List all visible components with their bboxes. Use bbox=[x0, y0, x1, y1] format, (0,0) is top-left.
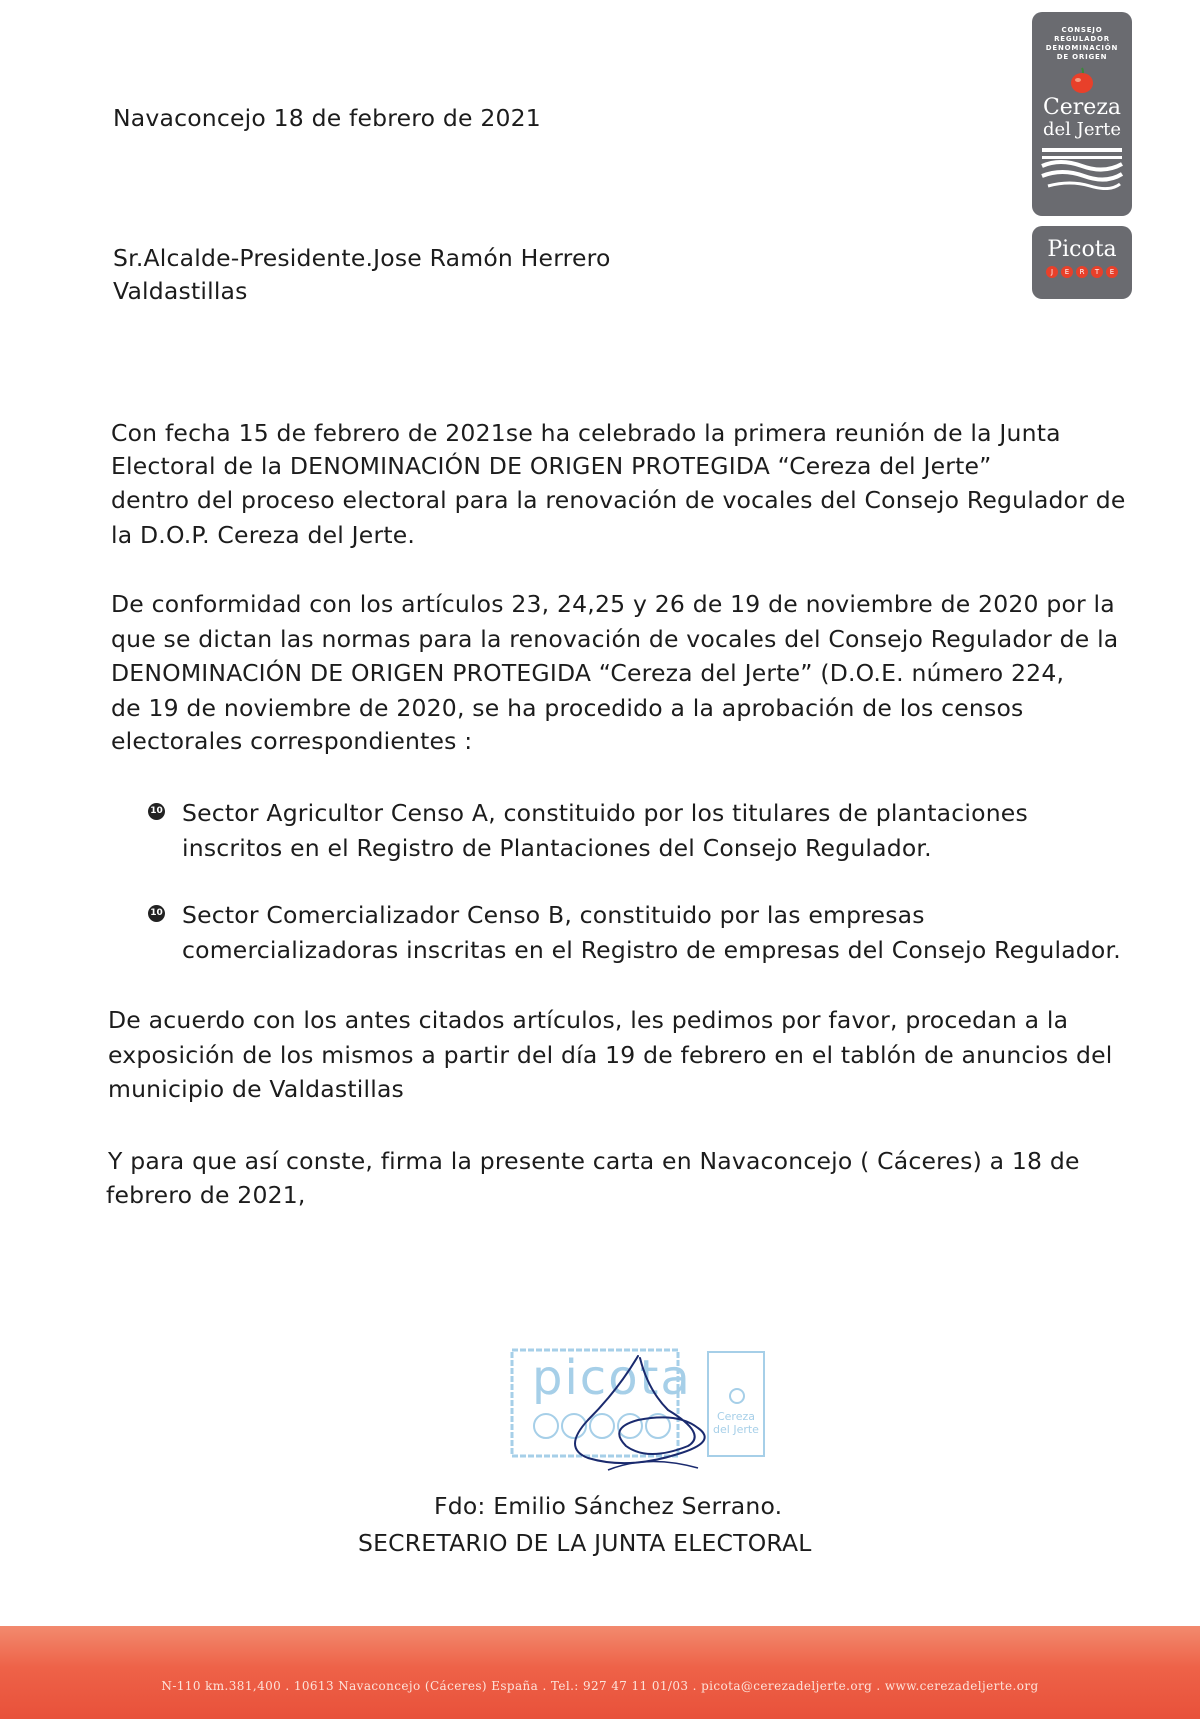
recipient-town: Valdastillas bbox=[113, 277, 248, 305]
stamp-word: picota bbox=[532, 1350, 692, 1406]
date-line: Navaconcejo 18 de febrero de 2021 bbox=[113, 104, 541, 132]
handwritten-signature-graphic bbox=[548, 1350, 728, 1480]
picota-letter-row bbox=[1032, 266, 1132, 278]
paragraph-line: exposición de los mismos a partir del día 19 de febrero en el tablón de anuncios del bbox=[108, 1041, 1113, 1069]
recipient-name: Sr.Alcalde-Presidente.Jose Ramón Herrero bbox=[113, 244, 611, 272]
bullet-line: Sector Comercializador Censo B, constituido por las empresas bbox=[182, 901, 925, 929]
paragraph-line: electorales correspondientes : bbox=[111, 727, 473, 755]
bullet-line: inscritos en el Registro de Plantaciones del Consejo Regulador. bbox=[182, 834, 932, 862]
footer-contact-text: N-110 km.381,400 . 10613 Navaconcejo (Cáceres) España . Tel.: 927 47 11 01/03 . picota@cerezadeljerte.org . www.cerezadeljerte.org bbox=[161, 1679, 1039, 1693]
paragraph-line: febrero de 2021, bbox=[106, 1181, 306, 1209]
org-line: REGULADOR bbox=[1054, 35, 1110, 43]
stamp-side-text: Cereza del Jerte bbox=[713, 1410, 759, 1436]
brand-name-del-jerte: del Jerte bbox=[1042, 119, 1121, 140]
paragraph-line: Con fecha 15 de febrero de 2021se ha celebrado la primera reunión de la Junta bbox=[111, 419, 1061, 447]
picota-letter-badge: J bbox=[1046, 266, 1058, 278]
paragraph-line: de 19 de noviembre de 2020, se ha procedido a la aprobación de los censos bbox=[111, 694, 1024, 722]
picota-name: Picota bbox=[1047, 237, 1117, 262]
signature-name: Fdo: Emilio Sánchez Serrano. bbox=[434, 1492, 783, 1520]
bullet-line: Sector Agricultor Censo A, constituido por los titulares de plantaciones bbox=[182, 799, 1028, 827]
org-name-block bbox=[1032, 12, 1132, 62]
paragraph-line: De conformidad con los artículos 23, 24,25 y 26 de 19 de noviembre de 2020 por la bbox=[111, 590, 1115, 618]
brand-name-cereza: Cereza bbox=[1042, 95, 1122, 120]
mountains-waves-icon bbox=[1040, 144, 1124, 190]
paragraph-line: que se dictan las normas para la renovación de vocales del Consejo Regulador de la bbox=[111, 625, 1119, 653]
org-line: DENOMINACIÓN bbox=[1045, 44, 1119, 52]
cherry-icon bbox=[1067, 66, 1097, 94]
paragraph-line: Y para que así conste, firma la presente carta en Navaconcejo ( Cáceres) a 18 de bbox=[108, 1147, 1080, 1175]
paragraph-line: dentro del proceso electoral para la renovación de vocales del Consejo Regulador de bbox=[111, 486, 1126, 514]
footer-band bbox=[0, 1626, 1200, 1719]
paragraph-line: Electoral de la DENOMINACIÓN DE ORIGEN PROTEGIDA “Cereza del Jerte” bbox=[111, 452, 992, 480]
paragraph-line: De acuerdo con los antes citados artículos, les pedimos por favor, procedan a la bbox=[108, 1006, 1069, 1034]
paragraph-line: la D.O.P. Cereza del Jerte. bbox=[111, 521, 416, 549]
picota-logo bbox=[1032, 226, 1132, 299]
bullet-icon: 10 bbox=[148, 905, 165, 922]
org-line: DE ORIGEN bbox=[1056, 53, 1108, 61]
picota-letter-badge: E bbox=[1106, 266, 1118, 278]
org-line: CONSEJO bbox=[1061, 26, 1103, 34]
bullet-icon: 10 bbox=[148, 803, 165, 820]
picota-letter-badge: R bbox=[1076, 266, 1088, 278]
consejo-regulador-logo bbox=[1032, 12, 1132, 216]
picota-letter-badge: T bbox=[1091, 266, 1103, 278]
bullet-line: comercializadoras inscritas en el Registro de empresas del Consejo Regulador. bbox=[182, 936, 1121, 964]
paragraph-line: DENOMINACIÓN DE ORIGEN PROTEGIDA “Cereza del Jerte” (D.O.E. número 224, bbox=[111, 659, 1065, 687]
signature-title: SECRETARIO DE LA JUNTA ELECTORAL bbox=[358, 1529, 812, 1557]
picota-letter-badge: E bbox=[1061, 266, 1073, 278]
paragraph-line: municipio de Valdastillas bbox=[108, 1075, 404, 1103]
